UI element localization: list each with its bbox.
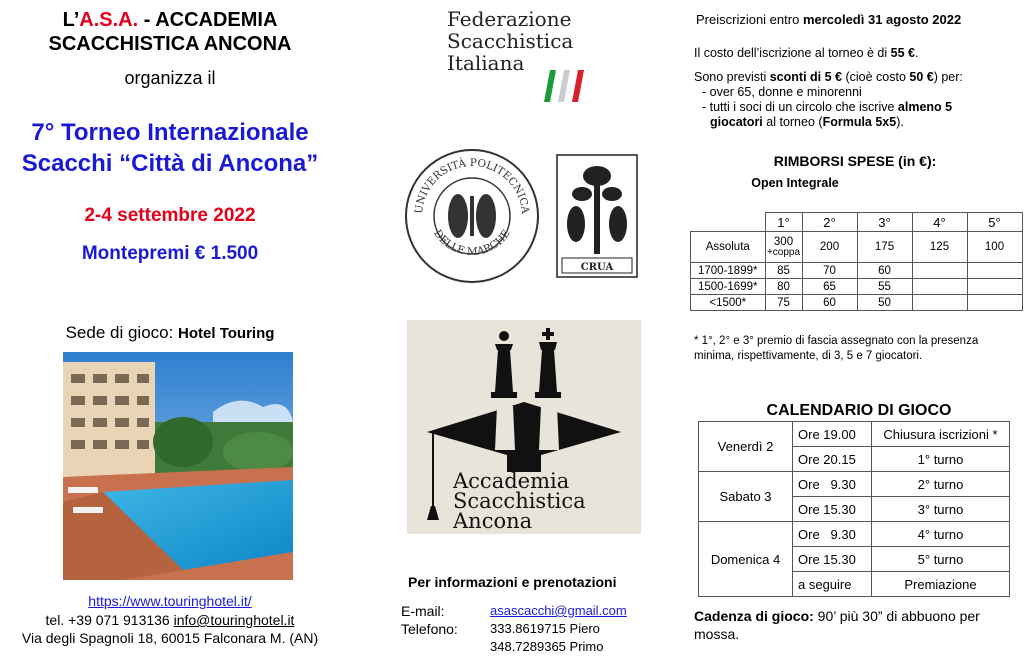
phone-number-1: 333.8619715 Piero	[490, 621, 600, 636]
fsi-line3: Italiana	[447, 51, 525, 75]
table-cell: 80	[765, 279, 802, 295]
calendar-event: Chiusura iscrizioni *	[872, 422, 1010, 447]
table-cell: <1500*	[691, 295, 766, 311]
organizes-text: organizza il	[124, 68, 216, 88]
discount-item-2-cont	[694, 115, 1014, 130]
table-cell	[912, 295, 967, 311]
phone-number-2: 348.7289365 Primo	[490, 639, 604, 654]
hotel-email-link[interactable]: info@touringhotel.it	[173, 612, 295, 628]
calendar-time: Ore 19.00	[793, 422, 872, 447]
asa-line3: Ancona	[453, 509, 533, 533]
hotel-website-link[interactable]: https://www.touringhotel.it/	[88, 593, 252, 609]
disc-b: sconti di 5 €	[769, 70, 842, 84]
table-cell: 55	[857, 279, 912, 295]
time-control	[694, 607, 1019, 643]
discount-item-1: - over 65, donne e minorenni	[702, 85, 862, 99]
table-header-cell: 3°	[857, 213, 912, 232]
table-cell: 50	[857, 295, 912, 311]
prize-pool: Montepremi € 1.500	[81, 243, 259, 264]
hotel-photo	[63, 352, 293, 580]
table-cell	[967, 295, 1022, 311]
title-line1: 7° Torneo Internazionale	[31, 119, 309, 146]
prize-footnote: * 1°, 2° e 3° premio di fascia assegnato con la presenza minima, rispettivamente, di 3, 5 e 7 giocatori.	[694, 335, 979, 362]
fsi-logo-text	[447, 8, 573, 74]
phone-label: Telefono:	[401, 621, 458, 637]
calendar-time: Ore 15.30	[793, 547, 872, 572]
fsi-line2: Scacchistica	[447, 29, 574, 53]
table-cell: 200	[802, 232, 857, 263]
disc-d: 50 €	[909, 70, 934, 84]
cost-prefix: Il costo dell’iscrizione al torneo è di	[694, 46, 891, 60]
table-cell	[765, 232, 802, 263]
disc-item2f: ).	[896, 115, 904, 129]
asa-academy-logo	[407, 320, 641, 534]
calendar-day: Venerdì 2	[699, 422, 793, 472]
title-line2: Scacchi “Città di Ancona”	[21, 150, 319, 177]
table-row	[699, 522, 1010, 547]
table-cell: 100	[967, 232, 1022, 263]
org-acronym: A.S.A.	[79, 9, 139, 31]
calendar-event: 3° turno	[872, 497, 1010, 522]
table-cell: 65	[802, 279, 857, 295]
table-header-cell	[691, 213, 766, 232]
calendar-table	[698, 421, 1010, 597]
organizer-heading	[0, 8, 340, 56]
tournament-dates: 2-4 settembre 2022	[84, 205, 256, 226]
preregistration-deadline	[696, 12, 961, 27]
fsi-line1: Federazione	[447, 7, 572, 31]
venue-line	[0, 323, 340, 343]
table-header-cell: 1°	[765, 213, 802, 232]
info-title: Per informazioni e prenotazioni	[408, 574, 617, 590]
calendar-day: Domenica 4	[699, 522, 793, 597]
cost-suffix: .	[914, 46, 919, 60]
table-cell-note: +coppa	[766, 247, 801, 258]
discount-item-2	[694, 100, 1014, 115]
table-header-row	[691, 213, 1023, 232]
org-rest: - ACCADEMIA	[138, 9, 278, 31]
table-row	[691, 232, 1023, 263]
venue-label: Sede di gioco:	[65, 323, 179, 342]
univ-text-top: UNIVERSITÀ POLITECNICA	[412, 156, 532, 215]
calendar-time: Ore 9.30	[793, 522, 872, 547]
univ-text-bottom: DELLE MARCHE	[431, 227, 513, 258]
table-cell	[967, 279, 1022, 295]
table-cell: 70	[802, 263, 857, 279]
calendar-day: Sabato 3	[699, 472, 793, 522]
table-row	[691, 263, 1023, 279]
table-cell: 1500-1699*	[691, 279, 766, 295]
table-cell-value: 300	[773, 236, 794, 248]
calendar-title: CALENDARIO DI GIOCO	[766, 402, 952, 419]
calendar-event: 4° turno	[872, 522, 1010, 547]
disc-e: ) per:	[933, 70, 963, 84]
table-cell: 75	[765, 295, 802, 311]
calendar-time: a seguire	[793, 572, 872, 597]
hotel-address: Via degli Spagnoli 18, 60015 Falconara M. (AN)	[21, 630, 319, 646]
calendar-time: Ore 20.15	[793, 447, 872, 472]
prereg-date: mercoledì 31 agosto 2022	[802, 12, 962, 27]
disc-item2e: Formula 5x5	[822, 115, 897, 129]
table-row	[691, 279, 1023, 295]
email-label: E-mail:	[401, 603, 445, 619]
italian-flag-icon	[540, 66, 588, 104]
cadence-value: 90’ più 30” di abbuono per mossa.	[694, 608, 980, 642]
asa-line2: Scacchistica	[453, 489, 586, 513]
disc-item2c: giocatori	[710, 115, 763, 129]
crua-label: CRUA	[580, 262, 614, 273]
table-row	[691, 295, 1023, 311]
table-row	[699, 472, 1010, 497]
table-row	[699, 422, 1010, 447]
disc-c: (cioè costo	[841, 70, 910, 84]
table-cell: 1700-1899*	[691, 263, 766, 279]
table-cell: 60	[857, 263, 912, 279]
calendar-time: Ore 9.30	[793, 472, 872, 497]
cadence-label: Cadenza di gioco:	[694, 608, 814, 624]
disc-item2b: almeno 5	[897, 100, 953, 114]
hotel-phone: tel. +39 071 913136	[45, 612, 174, 628]
table-cell: 85	[765, 263, 802, 279]
discount-info	[694, 70, 1014, 130]
disc-item2a: - tutti i soci di un circolo che iscrive	[702, 100, 898, 114]
cost-value: 55 €	[890, 46, 915, 60]
calendar-event: 1° turno	[872, 447, 1010, 472]
university-seal-logo	[402, 146, 542, 286]
org-line2: SCACCHISTICA ANCONA	[48, 33, 292, 55]
entry-cost	[694, 46, 918, 60]
table-cell: 175	[857, 232, 912, 263]
table-header-cell: 2°	[802, 213, 857, 232]
table-cell	[967, 263, 1022, 279]
calendar-event: 2° turno	[872, 472, 1010, 497]
table-cell: 60	[802, 295, 857, 311]
crua-logo	[556, 154, 638, 278]
refunds-subtitle: Open Integrale	[751, 176, 839, 190]
refunds-title: RIMBORSI SPESE (in €):	[773, 153, 937, 169]
discount-line	[694, 70, 1014, 85]
table-header-cell: 4°	[912, 213, 967, 232]
calendar-event: Premiazione	[872, 572, 1010, 597]
table-cell	[912, 263, 967, 279]
asa-line1: Accademia	[453, 469, 570, 493]
table-cell: Assoluta	[691, 232, 766, 263]
org-prefix: L’	[62, 9, 80, 31]
calendar-event: 5° turno	[872, 547, 1010, 572]
disc-item2d: al torneo (	[762, 115, 823, 129]
email-link[interactable]: asascacchi@gmail.com	[490, 603, 627, 618]
table-cell: 125	[912, 232, 967, 263]
prereg-prefix: Preiscrizioni entro	[696, 12, 803, 27]
table-cell	[912, 279, 967, 295]
calendar-time: Ore 15.30	[793, 497, 872, 522]
table-header-cell: 5°	[967, 213, 1022, 232]
disc-a: Sono previsti	[694, 70, 770, 84]
prize-table	[690, 212, 1023, 311]
venue-name: Hotel Touring	[178, 325, 275, 342]
hotel-contact	[0, 612, 340, 628]
tournament-title	[0, 117, 340, 179]
